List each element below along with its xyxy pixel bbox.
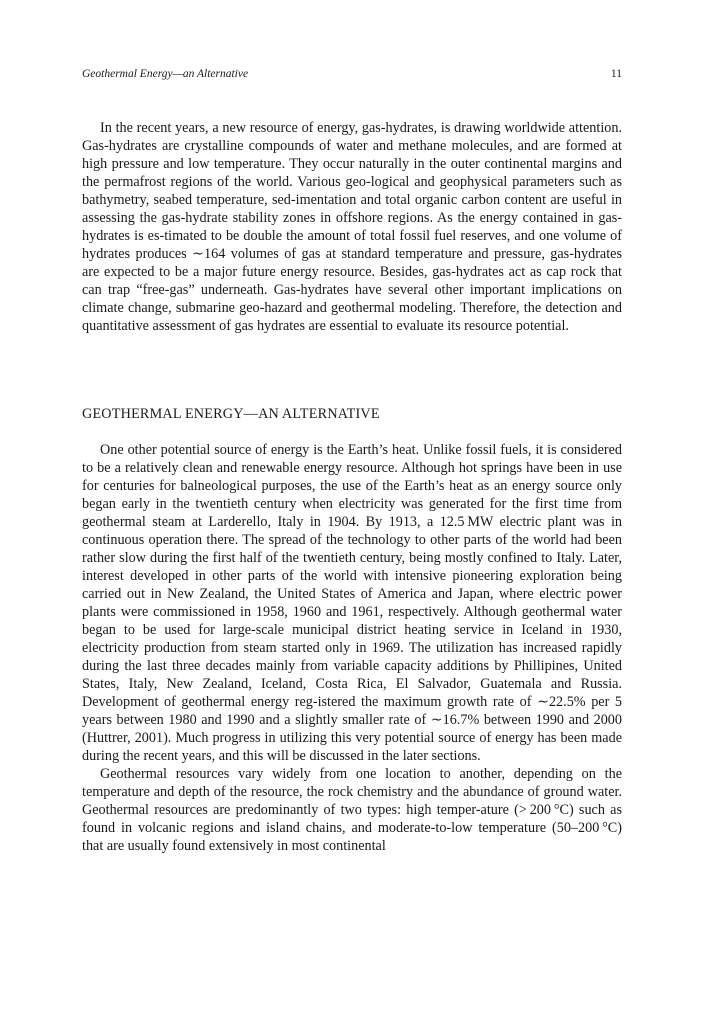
- paragraph: Geothermal resources vary widely from one location to another, depending on the temperature and depth of the resource, the rock chemistry and the abundance of ground water. Geothermal resources are predominantly of two types: high temper-ature (> 200 °C) such as found in volcanic regions and island chains, and moderate-to-low temperature (50–200 °C) that are usually found extensively in most continental: [82, 766, 622, 854]
- section-text-block: [82, 441, 622, 855]
- paragraph: One other potential source of energy is the Earth’s heat. Unlike fossil fuels, it is considered to be a relatively clean and renewable energy resource. Although hot springs have been in use for centuries for balneological purposes, the use of the Earth’s heat as an energy source only began early in the twentieth century when electricity was generated for the first time from geothermal steam at Larderello, Italy in 1904. By 1913, a 12.5 MW electric plant was in continuous operation there. The spread of the technology to other parts of the world had been rather slow during the first half of the twentieth century, being mostly confined to Italy. Later, interest developed in other parts of the world with intensive pioneering exploration being carried out in New Zealand, the United States of America and Japan, where electric power plants were commissioned in 1958, 1960 and 1961, respectively. Although geothermal water began to be used for large-scale municipal district heating service in Iceland in 1930, electricity production from steam started only in 1969. The utilization has increased rapidly during the last three decades mainly from variable capacity additions by Phillipines, United States, Italy, New Zealand, Iceland, Costa Rica, El Salvador, Guatemala and Russia. Development of geothermal energy reg-istered the maximum growth rate of ∼22.5% per 5 years between 1980 and 1990 and a slightly smaller rate of ∼16.7% between 1990 and 2000 (Huttrer, 2001). Much progress in utilizing this very potential source of energy has been made during the recent years, and this will be discussed in the later sections.: [82, 442, 622, 764]
- page-number: 11: [610, 68, 622, 80]
- paragraph: In the recent years, a new resource of energy, gas-hydrates, is drawing worldwide attention. Gas-hydrates are crystalline compounds of water and methane molecules, and are formed at high pressure and low temperature. They occur naturally in the outer continental margins and the permafrost regions of the world. Various geo-logical and geophysical parameters such as bathymetry, seabed temperature, sed-imentation and total organic carbon content are useful in assessing the gas-hydrate stability zones in offshore regions. As the energy contained in gas-hydrates is es-timated to be double the amount of total fossil fuel reserves, and one volume of hydrates produces ∼164 volumes of gas at standard temperature and pressure, gas-hydrates are expected to be a major future energy resource. Besides, gas-hydrates act as cap rock that can trap “free-gas” underneath. Gas-hydrates have several other important implications on climate change, submarine geo-hazard and geothermal modeling. Therefore, the detection and quantitative assessment of gas hydrates are essential to evaluate its resource potential.: [82, 120, 622, 334]
- running-header: [82, 65, 622, 83]
- running-title: Geothermal Energy—an Alternative: [82, 68, 249, 80]
- section-heading: GEOTHERMAL ENERGY—AN ALTERNATIVE: [82, 406, 380, 422]
- intro-text-block: [82, 119, 622, 335]
